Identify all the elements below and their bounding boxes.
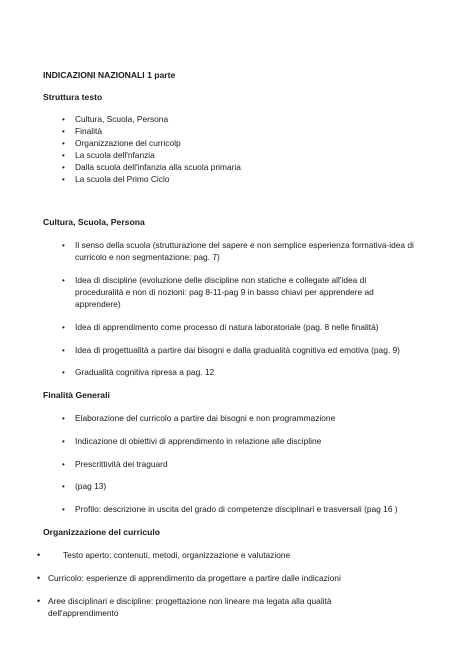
bullet-icon: • — [62, 482, 65, 491]
struttura-heading: Struttura testo — [43, 92, 103, 102]
document-title: INDICAZIONI NAZIONALI 1 parte — [43, 70, 176, 80]
list-item: (pag 13) — [75, 481, 107, 491]
list-item: Cultura, Scuola, Persona — [75, 114, 169, 124]
bullet-icon: • — [62, 414, 65, 423]
list-item: Elaborazione del curricolo a partire dai bisogni e non programmazione — [75, 413, 336, 423]
list-item-line: Idea di apprendimento come processo di natura laboratoriale (pag. 8 nelle finalità) — [75, 322, 379, 332]
list-item-line: proceduralità e non di nozioni: pag 8-11-pag 9 in basso chiavi per apprendere ad — [75, 287, 374, 297]
list-item-line: Il senso della scuola (strutturazione del sapere e non semplice esperienza formativa-idea di — [75, 240, 414, 250]
list-item-line: curricolo e non segmentazione: pag. 7) — [75, 252, 220, 262]
list-item: La scuola del Primo Ciclo — [75, 174, 170, 184]
bullet-icon: • — [62, 505, 65, 514]
bullet-icon: • — [62, 115, 65, 124]
bullet-icon: • — [62, 127, 65, 136]
list-item: Profilo: descrizione in uscita del grado di competenze disciplinari e trasversali (pag 16 ) — [75, 504, 398, 514]
list-item-line: Testo aperto: contenuti, metodi, organizzazione e valutazione — [63, 550, 291, 560]
bullet-icon: • — [62, 437, 65, 446]
list-item: Dalla scuola dell'infanzia alla scuola primaria — [75, 162, 241, 172]
list-item-line: Idea di progettualità a partire dai bisogni e dalla gradualità cognitiva ed emotiva (pag. 9) — [75, 345, 400, 355]
list-item-line: Curricolo: esperienze di apprendimento da progettare a partire dalle indicazioni — [48, 573, 341, 583]
bullet-icon: • — [62, 175, 65, 184]
list-item: Prescrittività dei traguard — [75, 459, 168, 469]
list-item-line: Gradualità cognitiva ripresa a pag. 12 — [75, 367, 215, 377]
list-item: La scuola dell'nfanzia — [75, 150, 155, 160]
organizzazione-heading: Organizzazione del curriculo — [43, 527, 160, 537]
list-item-line: apprendere) — [75, 299, 121, 309]
list-item: Organizzazione del curricolp — [75, 138, 181, 148]
bullet-icon: • — [62, 368, 65, 377]
bullet-icon: • — [62, 346, 65, 355]
bullet-icon: • — [62, 151, 65, 160]
list-item-line: Idea di discipline (evoluzione delle discipline non statiche e collegate all'idea di — [75, 275, 367, 285]
bullet-icon: • — [62, 163, 65, 172]
list-item-line: Aree disciplinari e discipline: progettazione non lineare ma legata alla qualità — [48, 596, 332, 606]
bullet-icon: • — [62, 323, 65, 332]
bullet-icon: • — [37, 596, 41, 606]
bullet-icon: • — [37, 550, 41, 560]
bullet-icon: • — [62, 276, 65, 285]
list-item: Indicazione di obiettivi di apprendimento in relazione alle discipline — [75, 436, 322, 446]
list-item-line: dell'apprendimento — [48, 608, 119, 618]
bullet-icon: • — [62, 241, 65, 250]
bullet-icon: • — [37, 573, 41, 583]
finalita-heading: Finalità Generali — [43, 390, 110, 400]
list-item: Finalità — [75, 126, 102, 136]
cultura-heading: Cultura, Scuola, Persona — [43, 217, 145, 227]
bullet-icon: • — [62, 460, 65, 469]
bullet-icon: • — [62, 139, 65, 148]
